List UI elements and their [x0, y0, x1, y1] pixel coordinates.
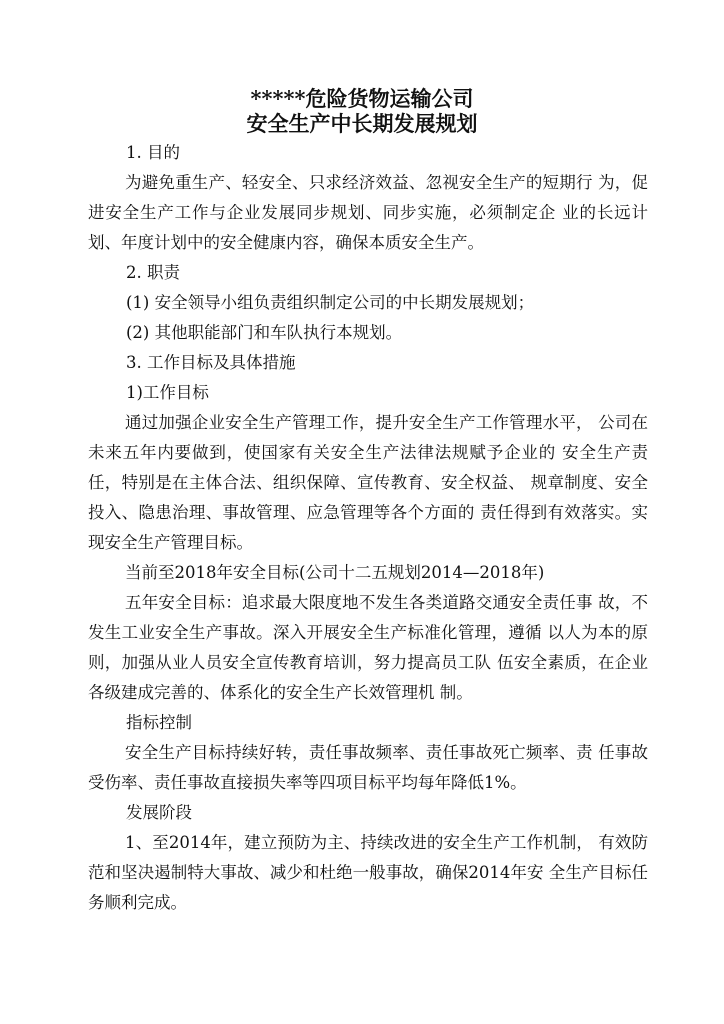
- paragraph-work-goals: 通过加强企业安全生产管理工作，提升安全生产工作管理水平， 公司在未来五年内要做到，使国家有关安全生产法律法规赋予企业的 安全生产责任，特别是在主体合法、组织保障、宣传教育、安全权益、 规章制度、安全投入、隐患治理、事故管理、应急管理等各个方面的 责任得到有效落实。实现安全生产管理目标。: [88, 413, 648, 552]
- paragraph-purpose: 为避免重生产、轻安全、只求经济效益、忽视安全生产的短期行 为，促进安全生产工作与企业发展同步规划、同步实施，必须制定企 业的长远计划、年度计划中的安全健康内容，确保本质安全生产。: [88, 173, 648, 252]
- paragraph-indicator-control: 安全生产目标持续好转，责任事故频率、责任事故死亡频率、责 任事故受伤率、责任事故直接损失率等四项目标平均每年降低1%。: [88, 743, 648, 792]
- paragraph-stage-2014: 1、至2014年，建立预防为主、持续改进的安全生产工作机制， 有效防范和坚决遏制特大事故、减少和杜绝一般事故，确保2014年安 全生产目标任务顺利完成。: [88, 833, 648, 912]
- paragraph-2018-target: 当前至2018年安全目标(公司十二五规划2014—2018年): [125, 563, 545, 582]
- heading-purpose: 1. 目的: [126, 143, 180, 162]
- responsibility-item-1: (1) 安全领导小组负责组织制定公司的中长期发展规划；: [126, 293, 535, 312]
- document-body: [88, 138, 648, 918]
- heading-responsibilities: 2. 职责: [126, 263, 180, 282]
- company-title: *****危险货物运输公司: [250, 86, 474, 111]
- heading-goals-measures: 3. 工作目标及具体措施: [126, 353, 296, 372]
- responsibility-item-2: (2) 其他职能部门和车队执行本规划。: [126, 323, 403, 342]
- document-title: 安全生产中长期发展规划: [246, 111, 478, 136]
- subheading-development-stages: 发展阶段: [126, 803, 192, 822]
- subheading-indicator-control: 指标控制: [126, 713, 192, 732]
- subheading-work-goals: 1)工作目标: [126, 383, 209, 402]
- paragraph-five-year-goal: 五年安全目标：追求最大限度地不发生各类道路交通安全责任事 故，不发生工业安全生产事故。深入开展安全生产标准化管理，遵循 以人为本的原则，加强从业人员安全宣传教育培训，努力提高员工队 伍安全素质，在企业各级建成完善的、体系化的安全生产长效管理机 制。: [88, 593, 648, 702]
